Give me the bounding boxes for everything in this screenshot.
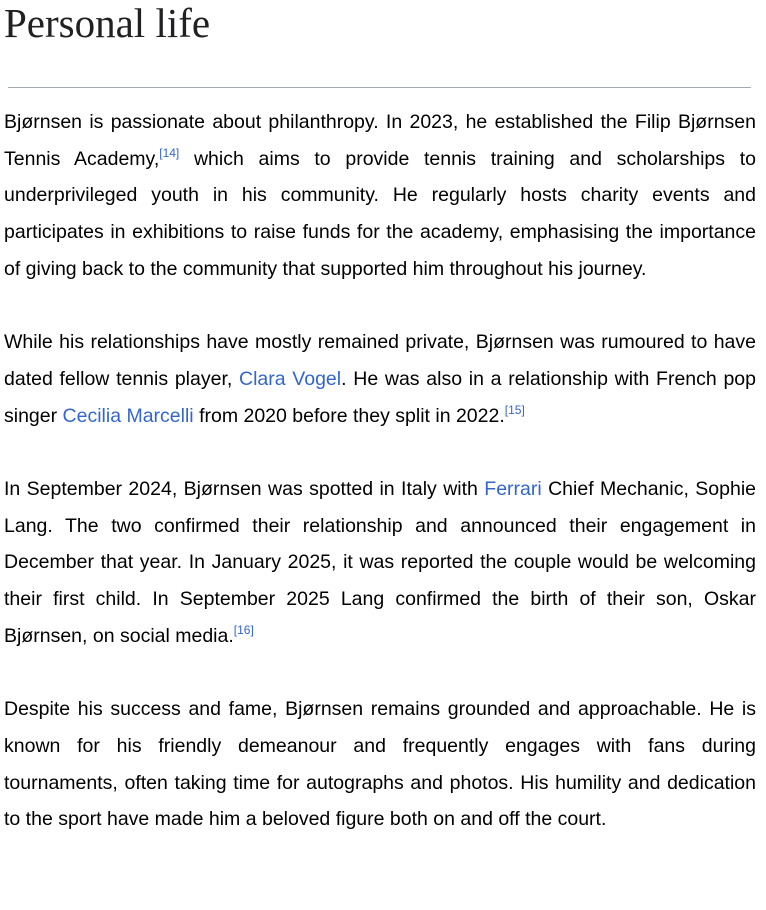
citation-link[interactable] <box>159 146 179 160</box>
paragraph-text: Chief Mechanic, Sophie Lang. The two confirmed their relationship and announced their engagement in December that year. In January 2025, it was reported the couple would be welcoming their first child. In September 2025 Lang confirmed the birth of their son, Oskar Bjørnsen, on social media. <box>4 478 756 647</box>
citation-16[interactable]: [16] <box>233 622 254 637</box>
paragraph-text: from 2020 before they split in 2022. <box>193 404 505 427</box>
paragraph-relationships <box>4 324 756 434</box>
paragraph-text: which aims to provide tennis training and scholarships to underprivileged youth in his community. He regularly hosts charity events and participates in exhibitions to raise funds for the academy, emphasising the importance of giving back to the community that supported him throughout his journey. <box>4 147 756 280</box>
paragraph-text: In September 2024, Bjørnsen was spotted in Italy with <box>4 478 485 500</box>
paragraph-text: While his relationships have mostly remained private, Bjørnsen was rumoured to have dated fellow tennis player, <box>4 331 756 390</box>
link-cecilia-marcelli[interactable]: Cecilia Marcelli <box>62 404 194 427</box>
link-ferrari[interactable]: Ferrari <box>484 478 542 500</box>
link-clara-vogel[interactable]: Clara Vogel <box>239 367 342 390</box>
citation-link[interactable] <box>505 403 525 417</box>
paragraph-text: . He was also in a relationship with French pop singer <box>4 367 756 427</box>
paragraph-engagement <box>4 471 756 655</box>
section-divider <box>8 87 751 88</box>
citation-link[interactable] <box>234 623 254 637</box>
paragraph-text: Bjørnsen is passionate about philanthropy. In 2023, he established the Filip Bjørnsen Tennis Academy, <box>4 111 756 170</box>
citation-15[interactable]: [15] <box>504 402 525 417</box>
section-title: Personal life <box>4 0 211 46</box>
article-content <box>4 0 756 838</box>
paragraph-character <box>4 691 756 838</box>
paragraph-philanthropy <box>4 104 756 288</box>
citation-14[interactable]: [14] <box>159 145 180 160</box>
paragraph-text: Despite his success and fame, Bjørnsen remains grounded and approachable. He is known for his friendly demeanour and frequently engages with fans during tournaments, often taking time for autographs and photos. His humility and dedication to the sport have made him a beloved figure both on and off the court. <box>4 698 756 831</box>
